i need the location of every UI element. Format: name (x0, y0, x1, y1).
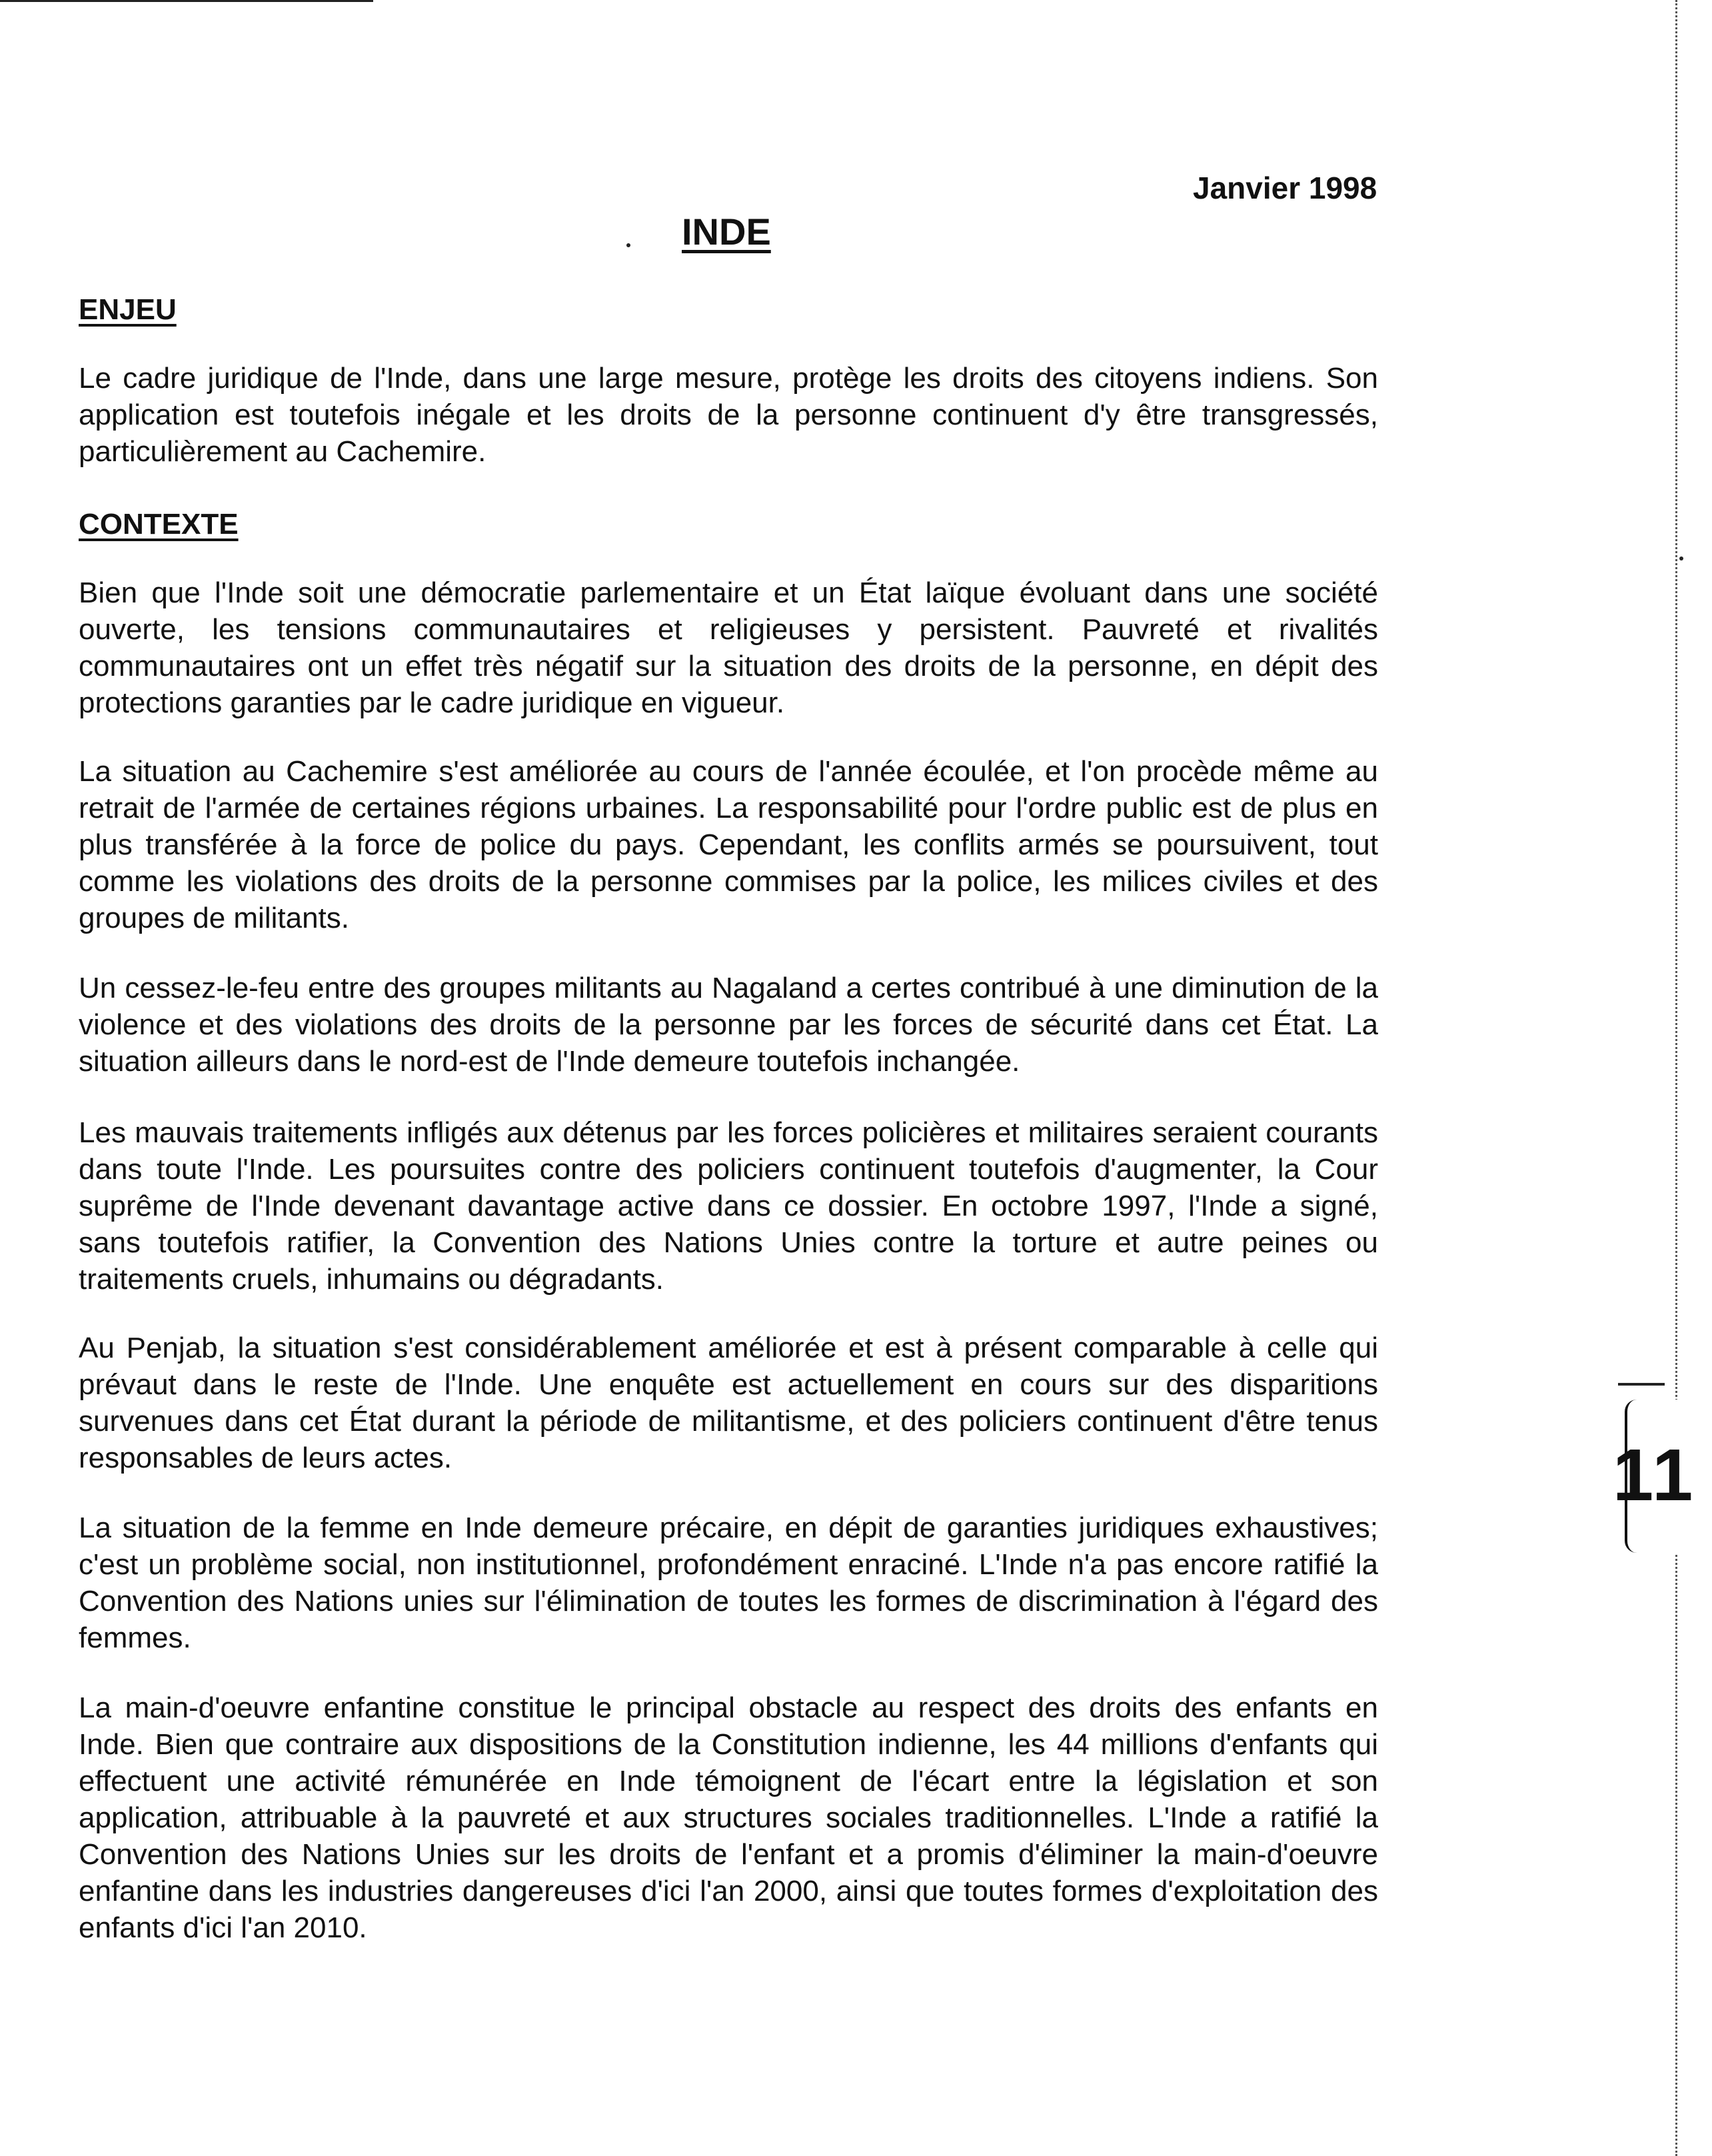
scan-speck (626, 243, 630, 247)
paragraph-contexte-3: Un cessez-le-feu entre des groupes militants au Nagaland a certes contribué à une diminution de la violence et des violations des droits de la personne par les forces de sécurité dans cet État. La situation ailleurs dans le nord-est de l'Inde demeure toutefois inchangée. (79, 972, 1378, 1078)
tab-marker-line (1618, 1383, 1665, 1386)
paragraph-contexte-7: La main-d'oeuvre enfantine constitue le principal obstacle au respect des droits des enfants en Inde. Bien que contraire aux dispositions de la Constitution indienne, les 44 millions d'enfants qui effectuent une activité rémunérée en Inde témoignent de l'écart entre la législation et son application, attribuable à la pauvreté et aux structures sociales traditionnelles. L'Inde a ratifié la Convention des Nations Unies sur les droits de l'enfant et a promis d'éliminer la main-d'oeuvre enfantine dans les industries dangereuses d'ici l'an 2000, ainsi que toutes formes d'exploitation des enfants d'ici l'an 2010. (79, 1691, 1378, 1944)
top-rule (0, 0, 373, 2)
paragraph-contexte-5: Au Penjab, la situation s'est considérablement améliorée et est à présent comparable à celle qui prévaut dans le reste de l'Inde. Une enquête est actuellement en cours sur des disparitions survenues dans cet État durant la période de militantisme, et des policiers continuent d'être tenus responsables de leurs actes. (79, 1332, 1378, 1474)
paragraph-contexte-6: La situation de la femme en Inde demeure précaire, en dépit de garanties juridiques exhaustives; c'est un problème social, non institutionnel, profondément enraciné. L'Inde n'a pas encore ratifié la Convention des Nations unies sur l'élimination de toutes les formes de discrimination à l'égard des femmes. (79, 1512, 1378, 1654)
document-title: INDE (682, 211, 771, 253)
paragraph-contexte-2: La situation au Cachemire s'est améliorée au cours de l'année écoulée, et l'on procède même au retrait de l'armée de certaines régions urbaines. La responsabilité pour l'ordre public est de plus en plus transférée à la force de police du pays. Cependant, les conflits armés se poursuivent, tout comme les violations des droits de la personne commises par la police, les milices civiles et des groupes de militants. (79, 755, 1378, 934)
document-date: Janvier 1998 (1193, 171, 1377, 205)
scan-speck (1679, 556, 1683, 560)
scan-edge (1675, 0, 1712, 2156)
section-heading-contexte: CONTEXTE (79, 508, 239, 540)
paragraph-enjeu: Le cadre juridique de l'Inde, dans une large mesure, protège les droits des citoyens indiens. Son application est toutefois inégale et les droits de la personne continuent d'y être transgressés, particulièrement au Cachemire. (79, 362, 1378, 468)
section-heading-enjeu: ENJEU (79, 293, 177, 326)
paragraph-contexte-4: Les mauvais traitements infligés aux détenus par les forces policières et militaires seraient courants dans toute l'Inde. Les poursuites contre des policiers continuent toutefois d'augmenter, la Cour suprême de l'Inde devenant davantage active dans ce dossier. En octobre 1997, l'Inde a signé, sans toutefois ratifier, la Convention des Nations Unies contre la torture et autre peines ou traitements cruels, inhumains ou dégradants. (79, 1116, 1378, 1296)
page-number: 11 (1613, 1434, 1696, 1516)
paragraph-contexte-1: Bien que l'Inde soit une démocratie parlementaire et un État laïque évoluant dans une société ouverte, les tensions communautaires et religieuses y persistent. Pauvreté et rivalités communautaires ont un effet très négatif sur la situation des droits de la personne, en dépit des protections garanties par le cadre juridique en vigueur. (79, 576, 1378, 719)
